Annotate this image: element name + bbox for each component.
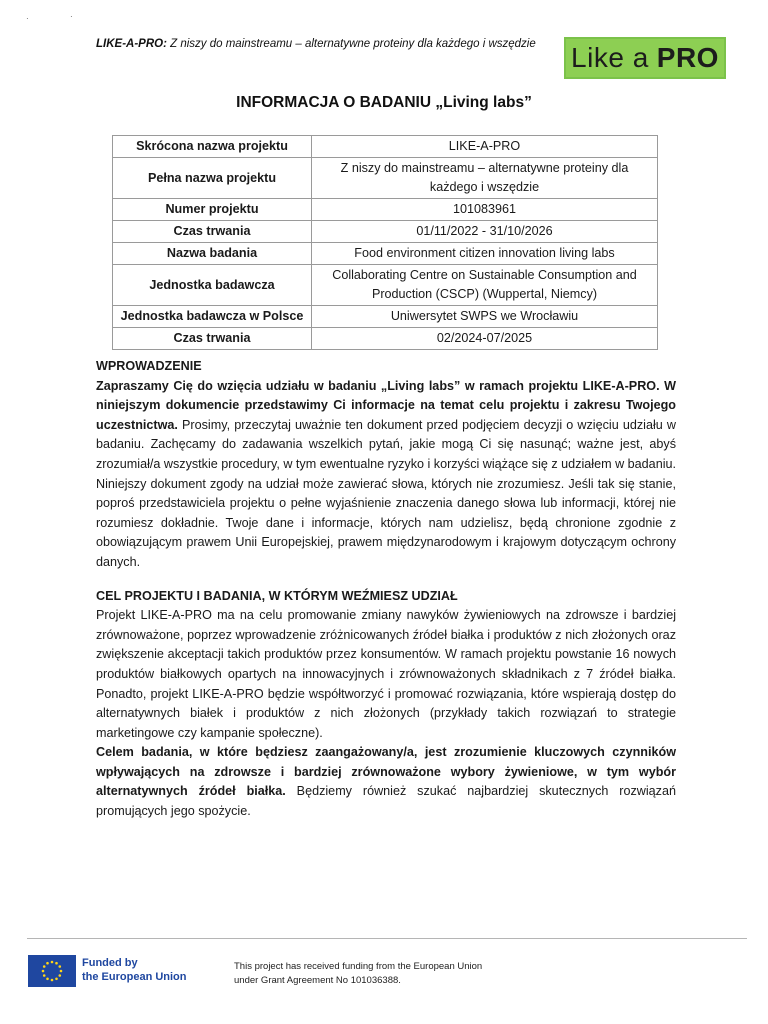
table-value: LIKE-A-PRO xyxy=(312,136,658,158)
table-row xyxy=(113,265,658,306)
table-row xyxy=(113,221,658,243)
funded-by-eu-label xyxy=(82,956,187,984)
goal-text-2: Będziemy również szukać najbardziej skutecznych rozwiązań promujących jego spożycie. xyxy=(96,784,676,819)
grant-notice xyxy=(234,960,482,988)
goal-paragraph: Projekt LIKE-A-PRO ma na celu promowanie zmiany nawyków żywieniowych na zdrowsze i bardziej zrównoważone, poprzez wprowadzenie zróżnicowanych źródeł białka i produktów z nich złożonych oraz zwiększenie akceptacji takich produktów przez konsumentów. W ramach projektu powstanie 16 nowych produktów białkowych opartych na innowacyjnych i zrównoważonych składnikach z 7 źródeł białka. Ponadto, projekt LIKE-A-PRO będzie współtworzyć i promować rozwiązania, które wspierają dostęp do alternatywnych białek i produktów z nich złożonych (przykłady takich rozwiązań to strategie marketingowe czy kampanie społeczne). xyxy=(96,608,676,740)
eu-star xyxy=(60,970,63,973)
eu-star xyxy=(43,974,46,977)
eu-star xyxy=(55,962,58,965)
table-value: Uniwersytet SWPS we Wrocławiu xyxy=(312,306,658,328)
grant-line-2: under Grant Agreement No 101036388. xyxy=(234,975,401,986)
eu-star xyxy=(51,979,54,982)
intro-bold-text: Zapraszamy Cię do wzięcia udziału w badaniu „Living labs” w ramach projektu LIKE-A-PRO. W niniejszym dokumencie przedstawimy Ci informacje na temat celu projektu i zakresu Twojego uczestnictwa. xyxy=(96,378,676,432)
eu-star xyxy=(55,977,58,980)
funded-line-2: the European Union xyxy=(82,971,187,983)
intro-paragraph xyxy=(96,377,676,573)
document-header xyxy=(96,38,536,50)
table-value: Food environment citizen innovation living labs xyxy=(312,243,658,265)
table-key: Czas trwania xyxy=(113,328,312,350)
table-value: 02/2024-07/2025 xyxy=(312,328,658,350)
scan-mark: · xyxy=(26,14,29,23)
eu-flag-icon xyxy=(28,955,76,987)
table-row xyxy=(113,243,658,265)
goal-bold-text: Celem badania, w które będziesz zaangażowany/a, jest zrozumienie kluczowych czynników wpływających na zdrowsze i bardziej zrównoważone wybory żywieniowe, w tym wybór alternatywnych źródeł białka. xyxy=(96,745,676,799)
eu-star xyxy=(58,965,61,968)
logo-pro-text: PRO xyxy=(656,42,719,73)
eu-star xyxy=(42,970,45,973)
page-title: INFORMACJA O BADANIU „Living labs” xyxy=(236,94,532,111)
intro-text: Prosimy, przeczytaj uważnie ten dokument przed podjęciem decyzji o wzięciu udziału w badaniu. Zachęcamy do zadawania wszelkich pytań, jakie mogą Ci się nasunąć; ważne jest, abyś zrozumiał/a wszystkie procedury, w tym ewentualne ryzyko i korzyści wiążące się z udziałem w badaniu. Niniejszy dokument zgody na udział może zawierać słowa, których nie zrozumiesz. Jeśli tak się stanie, poproś przedstawiciela projektu o pełne wyjaśnienie znaczenia danego słowa lub informacji, której nie rozumiesz dokładnie. Twoje dane i informacje, których nam udzielisz, będą chronione zgodnie z obowiązującym prawem Unii Europejskiej, prawem międzynarodowym i krajowym dotyczącym ochrony danych. xyxy=(96,417,676,569)
table-key: Nazwa badania xyxy=(113,243,312,265)
table-key: Pełna nazwa projektu xyxy=(113,158,312,199)
intro-heading: WPROWADZENIE xyxy=(96,359,202,373)
table-key: Skrócona nazwa projektu xyxy=(113,136,312,158)
eu-star xyxy=(46,962,49,965)
table-value: 01/11/2022 - 31/10/2026 xyxy=(312,221,658,243)
eu-star xyxy=(51,961,54,964)
table-row xyxy=(113,306,658,328)
table-row xyxy=(113,158,658,199)
funded-line-1: Funded by xyxy=(82,957,138,969)
eu-star xyxy=(43,965,46,968)
header-project-title: Z niszy do mainstreamu – alternatywne proteiny dla każdego i wszędzie xyxy=(170,38,536,50)
scan-mark: · xyxy=(70,12,73,21)
table-key: Jednostka badawcza xyxy=(113,265,312,306)
project-info-table xyxy=(112,135,658,350)
eu-star xyxy=(46,977,49,980)
table-row xyxy=(113,136,658,158)
footer-divider xyxy=(27,938,747,939)
table-value: Z niszy do mainstreamu – alternatywne proteiny dla każdego i wszędzie xyxy=(312,158,658,199)
table-row xyxy=(113,199,658,221)
goal-heading: CEL PROJEKTU I BADANIA, W KTÓRYM WEŹMIESZ UDZIAŁ xyxy=(96,588,458,603)
table-value: 101083961 xyxy=(312,199,658,221)
table-value: Collaborating Centre on Sustainable Consumption and Production (CSCP) (Wuppertal, Niemcy) xyxy=(312,265,658,306)
eu-star xyxy=(58,974,61,977)
table-key: Czas trwania xyxy=(113,221,312,243)
logo-text: Like a xyxy=(571,42,649,73)
table-key: Jednostka badawcza w Polsce xyxy=(113,306,312,328)
like-a-pro-logo xyxy=(564,37,726,79)
table-row xyxy=(113,328,658,350)
grant-line-1: This project has received funding from the European Union xyxy=(234,961,483,972)
goal-aim-paragraph xyxy=(96,743,676,821)
header-project-code: LIKE-A-PRO: xyxy=(96,38,167,50)
table-key: Numer projektu xyxy=(113,199,312,221)
document-body xyxy=(96,357,676,822)
